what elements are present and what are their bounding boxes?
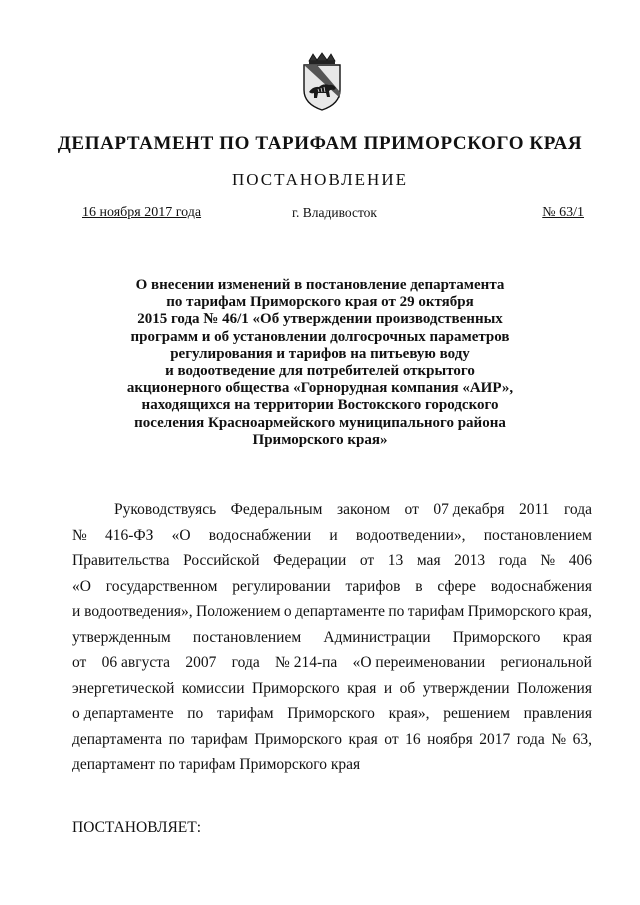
- body-word: «О: [72, 577, 91, 595]
- body-word: от: [384, 730, 399, 748]
- body-word: от: [72, 654, 87, 671]
- subject-line: по тарифам Приморского края от 29 октября: [166, 294, 474, 311]
- body-word: № 214-па: [275, 654, 338, 671]
- body-word: края: [348, 730, 378, 748]
- body-word: региональной: [500, 654, 592, 671]
- body-word: утверждении: [422, 679, 510, 697]
- body-word: от: [404, 501, 419, 518]
- subject-line: Приморского края»: [252, 431, 388, 448]
- body-word: 2017: [479, 730, 511, 748]
- body-line: [72, 701, 592, 727]
- body-word: от: [359, 552, 375, 569]
- body-word: мая: [416, 552, 441, 569]
- body-word: регулировании: [232, 577, 331, 595]
- body-word: 63,: [572, 730, 592, 748]
- body-word: Федеральным: [230, 501, 323, 518]
- body-word: тарифам: [216, 705, 274, 722]
- body-word: 07 декабря: [433, 501, 505, 518]
- body-word: 416-ФЗ: [105, 526, 154, 544]
- body-line: [72, 574, 592, 600]
- body-word: года: [563, 501, 592, 518]
- subject-line: регулирования и тарифов на питьевую воду: [170, 345, 470, 362]
- subject-line: акционерного общества «Горнорудная компания «АИР»,: [126, 380, 514, 397]
- body-word: Приморского: [467, 603, 556, 620]
- body-word: о департаменте: [72, 705, 174, 722]
- subject-line: программ и об установлении долгосрочных параметров: [130, 328, 510, 345]
- body-word: тарифов: [345, 577, 401, 595]
- document-meta-row: [82, 205, 584, 225]
- document-number: № 63/1: [542, 205, 584, 220]
- subject-line: поселения Красноармейского муниципального района: [134, 414, 506, 431]
- body-line: [72, 752, 592, 778]
- document-city: г. Владивосток: [292, 205, 377, 220]
- body-line: [72, 676, 592, 702]
- body-word: года: [231, 654, 260, 671]
- body-word: 2007: [185, 654, 217, 671]
- body-word: водоснабжения: [490, 577, 592, 595]
- subject-line: находящихся на территории Востокского городского: [141, 397, 499, 414]
- subject-line: О внесении изменений в постановление департамента: [135, 277, 505, 293]
- body-word: ноября: [427, 730, 473, 748]
- body-line: [72, 523, 592, 549]
- body-word: 406: [568, 552, 592, 569]
- body-word: сфере: [437, 577, 476, 595]
- body-word: департамент по тарифам Приморского края: [72, 756, 361, 773]
- body-word: года: [516, 730, 545, 748]
- body-word: 13: [387, 552, 404, 569]
- body-word: и: [383, 679, 393, 697]
- body-word: №: [72, 526, 87, 544]
- body-word: водоснабжении: [208, 526, 312, 544]
- body-word: об: [399, 679, 416, 697]
- body-word: 2013: [454, 552, 486, 569]
- body-word: по: [388, 603, 405, 620]
- body-word: о: [283, 603, 292, 620]
- body-word: постановлением: [483, 526, 592, 544]
- document-type: ПОСТАНОВЛЕНИЕ: [231, 170, 408, 189]
- body-line: [72, 497, 592, 523]
- body-word: департамента: [72, 730, 163, 748]
- department-title: ДЕПАРТАМЕНТ ПО ТАРИФАМ ПРИМОРСКОГО КРАЯ: [57, 133, 583, 154]
- body-word: Приморского: [254, 730, 342, 748]
- body-word: края,: [558, 603, 592, 620]
- document-subject: [100, 277, 540, 449]
- subject-line: 2015 года № 46/1 «Об утверждении производственных: [137, 311, 503, 328]
- body-word: Правительства: [72, 552, 170, 569]
- document-body: [72, 497, 592, 778]
- body-line: [72, 625, 592, 651]
- body-word: водоотведении»,: [355, 526, 466, 544]
- body-word: Федерации: [273, 552, 347, 569]
- body-line: [72, 548, 592, 574]
- body-word: края: [347, 679, 377, 697]
- body-word: 2011: [519, 501, 550, 518]
- body-word: департаменте: [295, 603, 385, 620]
- document-date: 16 ноября 2017 года: [82, 205, 202, 220]
- body-word: законом: [336, 501, 391, 518]
- body-word: 06 августа: [101, 654, 171, 671]
- body-line: [72, 727, 592, 753]
- body-word: «О: [171, 526, 191, 544]
- body-word: тарифам: [407, 603, 465, 620]
- body-word: правления: [523, 705, 592, 722]
- body-word: Российской: [183, 552, 260, 569]
- subject-line: и водоотведение для потребителей открытого: [165, 363, 475, 380]
- coat-of-arms-emblem: [299, 52, 345, 112]
- body-word: «О переименовании: [352, 654, 486, 671]
- body-word: Приморского: [252, 679, 340, 697]
- body-word: Положением: [196, 603, 281, 620]
- body-word: постановлением: [192, 628, 302, 646]
- body-line: [72, 599, 592, 625]
- resolve-heading: ПОСТАНОВЛЯЕТ:: [72, 819, 202, 836]
- body-word: энергетической: [72, 679, 175, 697]
- body-word: края»,: [388, 705, 430, 722]
- body-word: Руководствуясь: [114, 501, 217, 518]
- body-word: и водоотведения»,: [72, 603, 193, 620]
- body-word: №: [540, 552, 556, 569]
- body-word: решением: [443, 705, 510, 722]
- body-word: года: [498, 552, 527, 569]
- body-line: [72, 650, 592, 676]
- body-word: тарифам: [191, 730, 248, 748]
- body-word: Администрации: [323, 628, 431, 646]
- body-word: края: [562, 628, 592, 646]
- body-word: Приморского: [452, 628, 541, 646]
- body-word: 16: [405, 730, 421, 748]
- body-word: государственном: [105, 577, 218, 595]
- body-word: по: [187, 705, 204, 722]
- body-word: утвержденным: [72, 628, 171, 646]
- body-word: в: [415, 577, 423, 595]
- body-word: Положения: [517, 679, 592, 697]
- body-word: и: [329, 526, 338, 544]
- body-word: комиссии: [181, 679, 245, 697]
- body-word: №: [551, 730, 567, 748]
- body-word: Приморского: [287, 705, 375, 722]
- body-word: по: [168, 730, 185, 748]
